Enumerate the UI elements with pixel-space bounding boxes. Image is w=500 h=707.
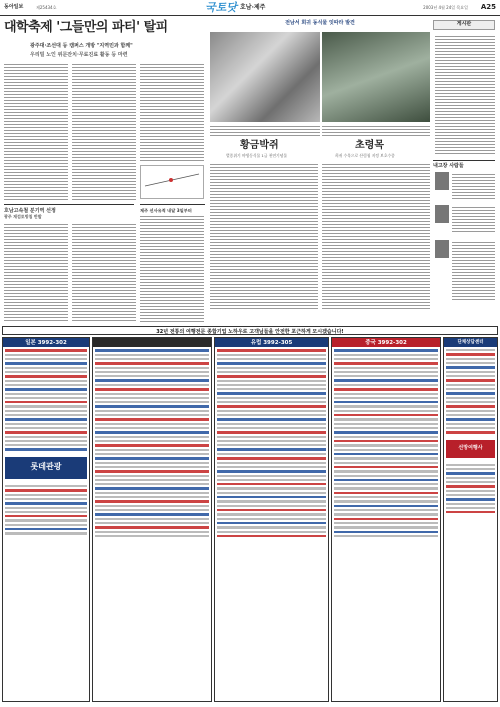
side-column-1	[4, 222, 68, 322]
ad-middle-header: 유럽 3992-305	[215, 338, 328, 347]
ad-middle-right-header: 중국 3992-302	[332, 338, 440, 347]
species-article-right	[322, 162, 430, 310]
ad-right-column	[443, 337, 498, 702]
person-text-2	[452, 205, 495, 233]
side-title-1b: 광주 재검토방침 반발	[4, 214, 42, 220]
tree-photo-caption	[322, 124, 430, 136]
tree-photo	[322, 32, 430, 122]
notice-board-title: 게시판	[433, 20, 495, 30]
notice-board-list	[435, 34, 495, 154]
issue-date: 2003년 4월 24일 목요일	[423, 5, 468, 10]
diagram-figure	[140, 165, 204, 199]
species-right-name: 초령목	[355, 140, 384, 151]
ad-left-header: 일본 3992-302	[3, 338, 89, 347]
ad-middle-center	[214, 337, 329, 702]
side-column-3	[140, 214, 204, 322]
side-title-2: 제주 선사유적 내달 3일부터	[140, 208, 192, 213]
side-article-2	[140, 204, 205, 213]
ad-strip: 32년 전통의 여행전문 종합기업 노하우로 고객님들을 안전한 포근하게 모시겠습니다!	[2, 326, 498, 335]
person-text-1	[452, 172, 495, 200]
article-column-2	[72, 62, 136, 200]
issue-number: 제25434호	[36, 5, 57, 10]
side-title-1: 호남고속철 분기역 선정	[4, 208, 56, 214]
article-column-1	[4, 62, 68, 200]
person-text-3	[452, 240, 495, 300]
bat-photo-caption	[210, 124, 320, 136]
section-logo: 국토닷	[205, 1, 237, 14]
ad-left-brand: 롯데관광	[5, 457, 87, 479]
person-photo-3	[435, 240, 449, 258]
side-article-1	[4, 204, 134, 219]
page-header	[0, 0, 500, 16]
route-diagram	[141, 166, 203, 198]
article-column-3	[140, 62, 204, 162]
paper-name: 동아일보	[4, 4, 24, 10]
ad-right-brand: 선망여행사	[446, 440, 495, 458]
photo-banner-title: 전남서 희귀 동식물 잇따라 발견	[285, 20, 355, 26]
person-photo-2	[435, 205, 449, 223]
ad-left-column	[2, 337, 90, 702]
ad-middle-left	[92, 337, 212, 702]
section-name: 호남·제주	[240, 4, 266, 11]
page-number: A25	[480, 3, 496, 11]
main-subheadline-2: 우리밀 노인 위문잔치·무료진료 활동 등 마련	[30, 52, 128, 58]
person-photo-1	[435, 172, 449, 190]
main-headline: 대학축제 '그들만의 파티' 탈피	[4, 20, 168, 35]
species-left-caption: 멸종위기 야생동식물 1급 천연기념물	[226, 153, 288, 158]
people-title: 내고장 사람들	[433, 160, 495, 169]
species-left-name: 황금박쥐	[240, 140, 279, 151]
ad-right-header: 단체상담센터	[444, 338, 497, 347]
bat-photo	[210, 32, 320, 122]
side-column-2	[72, 222, 136, 322]
ad-middle-right	[331, 337, 441, 702]
main-subheadline-1: 광주대·조선대 등 캠퍼스 개방 "지역민과 함께"	[30, 43, 133, 49]
species-article-left	[210, 162, 318, 310]
species-right-caption: 희귀 수목으로 산림청 지정 보호수종	[335, 153, 395, 158]
